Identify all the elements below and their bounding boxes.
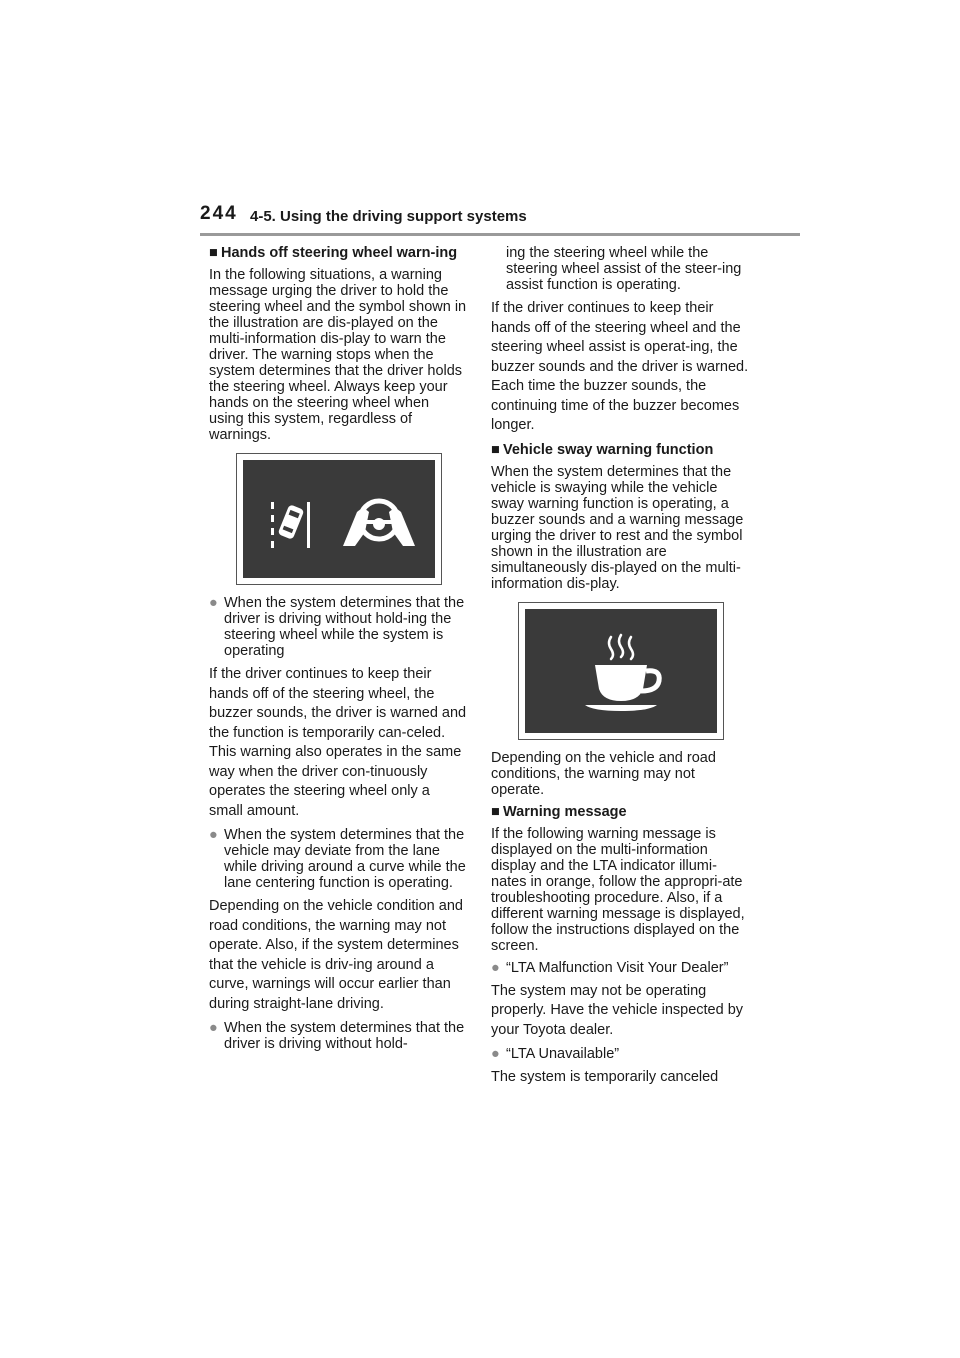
section-title: 4-5. Using the driving support systems [250,208,527,225]
hands-off-intro: In the following situations, a warning message urging the driver to hold the steering wheel and the symbol shown in the illustration are dis-played on the multi-information dis-play to warn the driver. The warning stops when the system determines that the driver holds the steering wheel. Always keep your hands on the steering wheel when using this system, regardless of warnings. [209,267,467,443]
bullet-dot-icon: ● [209,827,218,843]
sway-paragraph: When the system determines that the vehicle is swaying while the vehicle sway warning function is operating, a buzzer sounds and a warning message urging the driver to rest and the symbol shown in the illustration are simultaneously dis-played on the multi-information dis-play. [491,463,744,592]
sway-note: Depending on the vehicle and road conditions, the warning may not operate. [491,749,716,798]
buzzer-paragraph: If the driver continues to keep their hands off of the steering wheel, the buzzer sounds, the driver is warned and the function is temporarily can-celed. This warning also operates in the same way when the driver con-tinuously operates the steering wheel only a small amount. [209,666,467,819]
square-bullet-icon: ■ [491,803,500,820]
bullet-lta-unavailable: ● “LTA Unavailable” [491,1046,620,1062]
bullet-dot-icon: ● [491,1046,500,1062]
bullet-hands-off: ● When the system determines that the driver is driving without hold-ing the steering wheel while the system is operating [209,595,465,659]
display-screen [243,460,435,578]
page-header [200,203,800,233]
unavailable-paragraph: The system is temporarily canceled [491,1069,719,1085]
sway-warning-illustration [518,602,724,740]
hands-on-steering-wheel-icon [343,501,415,546]
subhead-warning-message: ■ Warning message [491,803,627,820]
subhead-sway: ■ Vehicle sway warning function [491,441,714,458]
lane-departure-car-icon [271,502,310,548]
curve-paragraph: Depending on the vehicle condition and road conditions, the warning may not operate. Also, if the system determines that the vehicle is driv-ing around a curve, warnings will occur earlier than during straight-lane driving. [209,898,463,1012]
bullet-curve: ● When the system determines that the vehicle may deviate from the lane while driving around a curve while the lane centering function is operating. [209,827,466,891]
bullet-dot-icon: ● [209,595,218,611]
subhead-hands-off: ■ Hands off steering wheel warn-ing [209,245,458,261]
bullet-lta-malfunction: ● “LTA Malfunction Visit Your Dealer” [491,959,729,976]
malfunction-paragraph: The system may not be operating properly. Have the vehicle inspected by your Toyota dealer. [491,982,744,1038]
coffee-cup-icon [585,635,659,711]
square-bullet-icon: ■ [209,245,218,261]
hands-off-warning-illustration [236,453,442,585]
steering-assist-paragraph: If the driver continues to keep their hands off of the steering wheel and the steering wheel assist is operat-ing, the buzzer sounds and the driver is warned. Each time the buzzer sounds, the continuing time of the buzzer becomes longer. [491,300,749,433]
left-column [209,245,467,1058]
square-bullet-icon: ■ [491,441,500,458]
bullet-dot-icon: ● [491,959,500,976]
bullet-dot-icon: ● [209,1020,218,1036]
display-screen [525,609,717,733]
bullet-continuation: ing the steering wheel while the steering wheel assist of the steer-ing assist function is operating. [506,245,742,293]
right-column [491,245,749,1094]
bullet-steering-assist: ● When the system determines that the driver is driving without hold- [209,1020,465,1052]
header-rule [200,233,800,236]
page-number: 244 [200,203,238,224]
warning-message-paragraph: If the following warning message is displayed on the multi-information display and the LTA indicator illumi-nates in orange, follow the appropri-ate troubleshooting procedure. Also, if a different warning message is displayed, follow the instructions displayed on the screen. [491,825,745,954]
